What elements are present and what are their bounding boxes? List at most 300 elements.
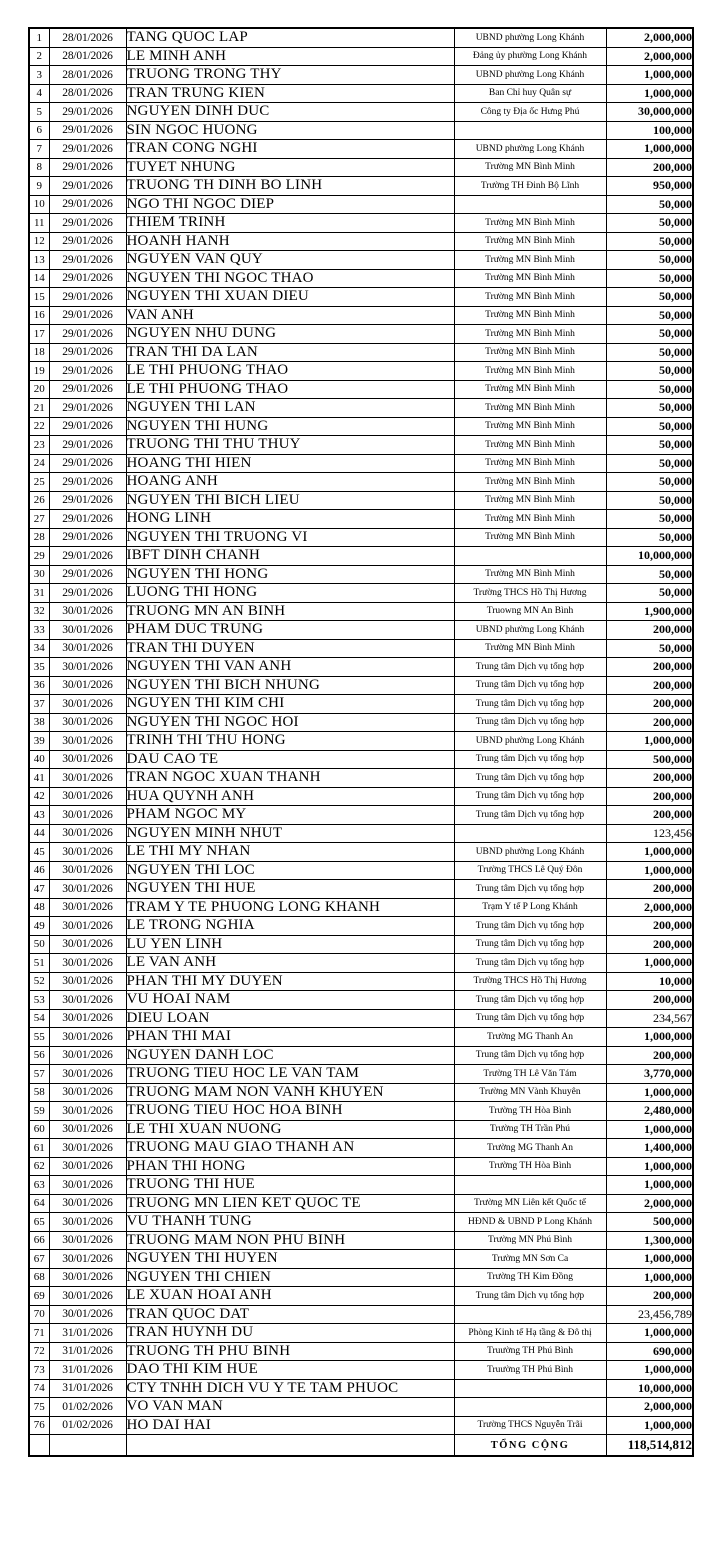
- org-cell: Trung tâm Dịch vụ tổng hợp: [454, 1046, 606, 1065]
- org-cell: Trường MG Thanh An: [454, 1139, 606, 1158]
- table-row: [29, 972, 693, 991]
- org-cell: [454, 195, 606, 214]
- table-row: [29, 454, 693, 473]
- table-row: [29, 436, 693, 455]
- date-cell: 30/01/2026: [49, 658, 126, 677]
- amount-cell: 50,000: [606, 306, 693, 325]
- org-cell: Trường TH Lê Văn Tám: [454, 1065, 606, 1084]
- row-number-cell: 22: [29, 417, 49, 436]
- org-cell: Trường MN Bình Minh: [454, 565, 606, 584]
- org-cell: HĐND & UBND P Long Khánh: [454, 1213, 606, 1232]
- org-cell: Trung tâm Dịch vụ tổng hợp: [454, 1287, 606, 1306]
- table-row: [29, 195, 693, 214]
- table-row: [29, 1231, 693, 1250]
- row-number-cell: 10: [29, 195, 49, 214]
- amount-cell: 1,000,000: [606, 66, 693, 85]
- name-cell: LE THI MY NHAN: [126, 843, 454, 862]
- row-number-cell: 31: [29, 584, 49, 603]
- name-cell: NGUYEN THI LOC: [126, 861, 454, 880]
- row-number-cell: 12: [29, 232, 49, 251]
- org-cell: Trường MN Bình Minh: [454, 251, 606, 270]
- table-row: [29, 1065, 693, 1084]
- row-number-cell: 72: [29, 1342, 49, 1361]
- date-cell: 29/01/2026: [49, 158, 126, 177]
- date-cell: 30/01/2026: [49, 1009, 126, 1028]
- date-cell: 29/01/2026: [49, 121, 126, 140]
- table-row: [29, 1342, 693, 1361]
- date-cell: 30/01/2026: [49, 1176, 126, 1195]
- amount-cell: 50,000: [606, 195, 693, 214]
- row-number-cell: 40: [29, 750, 49, 769]
- table-row: [29, 84, 693, 103]
- date-cell: 30/01/2026: [49, 843, 126, 862]
- amount-cell: 950,000: [606, 177, 693, 196]
- row-number-cell: 67: [29, 1250, 49, 1269]
- row-number-cell: 60: [29, 1120, 49, 1139]
- date-cell: 30/01/2026: [49, 621, 126, 640]
- date-cell: 30/01/2026: [49, 1287, 126, 1306]
- name-cell: TRUONG THI THU THUY: [126, 436, 454, 455]
- table-row: [29, 1398, 693, 1417]
- amount-cell: 10,000: [606, 972, 693, 991]
- org-cell: Trung tâm Dịch vụ tổng hợp: [454, 676, 606, 695]
- amount-cell: 1,300,000: [606, 1231, 693, 1250]
- org-cell: Trường MN Bình Minh: [454, 473, 606, 492]
- row-number-cell: 6: [29, 121, 49, 140]
- org-cell: UBND phường Long Khánh: [454, 140, 606, 159]
- table-row: [29, 491, 693, 510]
- org-cell: Trường MN Bình Minh: [454, 325, 606, 344]
- row-number-cell: 62: [29, 1157, 49, 1176]
- row-number-cell: 53: [29, 991, 49, 1010]
- amount-cell: 200,000: [606, 769, 693, 788]
- date-cell: 30/01/2026: [49, 1083, 126, 1102]
- date-cell: 29/01/2026: [49, 214, 126, 233]
- name-cell: TRUONG TIEU HOC HOA BINH: [126, 1102, 454, 1121]
- org-cell: [454, 1379, 606, 1398]
- total-amount: 118,514,812: [606, 1435, 693, 1457]
- name-cell: NGUYEN THI BICH LIEU: [126, 491, 454, 510]
- table-row: [29, 1416, 693, 1435]
- org-cell: Trường TH Kim Đồng: [454, 1268, 606, 1287]
- table-row: [29, 510, 693, 529]
- amount-cell: 200,000: [606, 991, 693, 1010]
- date-cell: 30/01/2026: [49, 1231, 126, 1250]
- row-number-cell: 13: [29, 251, 49, 270]
- org-cell: Trung tâm Dịch vụ tổng hợp: [454, 787, 606, 806]
- row-number-cell: 2: [29, 47, 49, 66]
- amount-cell: 23,456,789: [606, 1305, 693, 1324]
- table-row: [29, 824, 693, 843]
- date-cell: 29/01/2026: [49, 140, 126, 159]
- date-cell: 29/01/2026: [49, 288, 126, 307]
- amount-cell: 690,000: [606, 1342, 693, 1361]
- amount-cell: 1,000,000: [606, 1028, 693, 1047]
- amount-cell: 50,000: [606, 639, 693, 658]
- org-cell: Trường MN Vành Khuyên: [454, 1083, 606, 1102]
- donation-table: [28, 27, 694, 1457]
- name-cell: HOANG ANH: [126, 473, 454, 492]
- date-cell: 30/01/2026: [49, 880, 126, 899]
- table-row: [29, 750, 693, 769]
- table-row: [29, 1139, 693, 1158]
- date-cell: 30/01/2026: [49, 917, 126, 936]
- amount-cell: 50,000: [606, 491, 693, 510]
- row-number-cell: 46: [29, 861, 49, 880]
- table-row: [29, 1120, 693, 1139]
- table-row: [29, 343, 693, 362]
- name-cell: NGUYEN THI BICH NHUNG: [126, 676, 454, 695]
- row-number-cell: 50: [29, 935, 49, 954]
- name-cell: NGUYEN THI HUYEN: [126, 1250, 454, 1269]
- date-cell: 30/01/2026: [49, 732, 126, 751]
- amount-cell: 100,000: [606, 121, 693, 140]
- table-row: [29, 1028, 693, 1047]
- date-cell: 29/01/2026: [49, 103, 126, 122]
- row-number-cell: 8: [29, 158, 49, 177]
- amount-cell: 1,000,000: [606, 140, 693, 159]
- name-cell: HONG LINH: [126, 510, 454, 529]
- name-cell: TRUONG TH PHU BINH: [126, 1342, 454, 1361]
- name-cell: TRAN CONG NGHI: [126, 140, 454, 159]
- total-label: TỔNG CỘNG: [454, 1435, 606, 1457]
- name-cell: TRUONG MN LIEN KET QUOC TE: [126, 1194, 454, 1213]
- org-cell: Trường MN Bình Minh: [454, 454, 606, 473]
- amount-cell: 3,770,000: [606, 1065, 693, 1084]
- name-cell: NGUYEN THI NGOC THAO: [126, 269, 454, 288]
- row-number-cell: 20: [29, 380, 49, 399]
- org-cell: Truường TH Phú Bình: [454, 1342, 606, 1361]
- org-cell: Trường MN Bình Minh: [454, 343, 606, 362]
- table-row: [29, 565, 693, 584]
- row-number-cell: 44: [29, 824, 49, 843]
- date-cell: 30/01/2026: [49, 1028, 126, 1047]
- org-cell: Trạm Y tế P Long Khánh: [454, 898, 606, 917]
- amount-cell: 500,000: [606, 1213, 693, 1232]
- row-number-cell: 32: [29, 602, 49, 621]
- name-cell: LE THI PHUONG THAO: [126, 362, 454, 381]
- name-cell: VO VAN MAN: [126, 1398, 454, 1417]
- row-number-cell: 30: [29, 565, 49, 584]
- name-cell: HOANH HANH: [126, 232, 454, 251]
- amount-cell: 50,000: [606, 473, 693, 492]
- org-cell: Trường MN Bình Minh: [454, 510, 606, 529]
- org-cell: [454, 1305, 606, 1324]
- name-cell: NGUYEN THI TRUONG VI: [126, 528, 454, 547]
- name-cell: VU THANH TUNG: [126, 1213, 454, 1232]
- name-cell: TRAN HUYNH DU: [126, 1324, 454, 1343]
- row-number-cell: 38: [29, 713, 49, 732]
- org-cell: Trường MN Bình Minh: [454, 214, 606, 233]
- row-number-cell: 16: [29, 306, 49, 325]
- table-row: [29, 1361, 693, 1380]
- table-row: [29, 787, 693, 806]
- amount-cell: 1,000,000: [606, 1250, 693, 1269]
- name-cell: PHAM DUC TRUNG: [126, 621, 454, 640]
- amount-cell: 1,000,000: [606, 1157, 693, 1176]
- name-cell: NGUYEN THI KIM CHI: [126, 695, 454, 714]
- name-cell: TRUONG TH DINH BO LINH: [126, 177, 454, 196]
- amount-cell: 30,000,000: [606, 103, 693, 122]
- row-number-cell: 37: [29, 695, 49, 714]
- org-cell: Trung tâm Dịch vụ tổng hợp: [454, 695, 606, 714]
- org-cell: [454, 1398, 606, 1417]
- org-cell: Trường TH Hòa Bình: [454, 1157, 606, 1176]
- amount-cell: 200,000: [606, 658, 693, 677]
- org-cell: Trường MN Bình Minh: [454, 306, 606, 325]
- org-cell: Trường MN Bình Minh: [454, 288, 606, 307]
- date-cell: 29/01/2026: [49, 269, 126, 288]
- org-cell: [454, 1176, 606, 1195]
- row-number-cell: 52: [29, 972, 49, 991]
- amount-cell: 50,000: [606, 510, 693, 529]
- org-cell: Trường TH Trần Phú: [454, 1120, 606, 1139]
- amount-cell: 50,000: [606, 214, 693, 233]
- amount-cell: 1,000,000: [606, 1176, 693, 1195]
- date-cell: 29/01/2026: [49, 232, 126, 251]
- org-cell: UBND phường Long Khánh: [454, 621, 606, 640]
- org-cell: Trường MN Bình Minh: [454, 158, 606, 177]
- table-row: [29, 269, 693, 288]
- date-cell: 30/01/2026: [49, 1268, 126, 1287]
- date-cell: 29/01/2026: [49, 565, 126, 584]
- table-row: [29, 602, 693, 621]
- amount-cell: 1,000,000: [606, 861, 693, 880]
- table-row: [29, 121, 693, 140]
- row-number-cell: 5: [29, 103, 49, 122]
- amount-cell: 200,000: [606, 621, 693, 640]
- date-cell: 29/01/2026: [49, 399, 126, 418]
- row-number-cell: 68: [29, 1268, 49, 1287]
- name-cell: LUONG THI HONG: [126, 584, 454, 603]
- row-number-cell: 73: [29, 1361, 49, 1380]
- name-cell: DIEU LOAN: [126, 1009, 454, 1028]
- table-row: [29, 177, 693, 196]
- table-row: [29, 1046, 693, 1065]
- table-row: [29, 843, 693, 862]
- amount-cell: 50,000: [606, 399, 693, 418]
- row-number-cell: 76: [29, 1416, 49, 1435]
- table-row: [29, 898, 693, 917]
- row-number-cell: 71: [29, 1324, 49, 1343]
- date-cell: 28/01/2026: [49, 84, 126, 103]
- name-cell: HOANG THI HIEN: [126, 454, 454, 473]
- name-cell: DAU CAO TE: [126, 750, 454, 769]
- amount-cell: 1,000,000: [606, 843, 693, 862]
- table-row: [29, 584, 693, 603]
- org-cell: Trung tâm Dịch vụ tổng hợp: [454, 991, 606, 1010]
- row-number-cell: 11: [29, 214, 49, 233]
- date-cell: 29/01/2026: [49, 380, 126, 399]
- date-cell: 31/01/2026: [49, 1361, 126, 1380]
- amount-cell: 200,000: [606, 806, 693, 825]
- org-cell: Trường MN Bình Minh: [454, 491, 606, 510]
- date-cell: 31/01/2026: [49, 1324, 126, 1343]
- table-row: [29, 1102, 693, 1121]
- row-number-cell: 4: [29, 84, 49, 103]
- amount-cell: 200,000: [606, 935, 693, 954]
- table-row: [29, 935, 693, 954]
- name-cell: TRINH THI THU HONG: [126, 732, 454, 751]
- row-number-cell: 9: [29, 177, 49, 196]
- name-cell: TRUONG THI HUE: [126, 1176, 454, 1195]
- table-row: [29, 880, 693, 899]
- name-cell: NGUYEN THI HUNG: [126, 417, 454, 436]
- row-number-cell: 64: [29, 1194, 49, 1213]
- date-cell: 30/01/2026: [49, 639, 126, 658]
- date-cell: 30/01/2026: [49, 1213, 126, 1232]
- date-cell: 30/01/2026: [49, 787, 126, 806]
- table-row: [29, 1083, 693, 1102]
- org-cell: Trường MG Thanh An: [454, 1028, 606, 1047]
- table-row: [29, 621, 693, 640]
- amount-cell: 1,000,000: [606, 84, 693, 103]
- name-cell: NGUYEN THI NGOC HOI: [126, 713, 454, 732]
- name-cell: CTY TNHH DICH VU Y TE TAM PHUOC: [126, 1379, 454, 1398]
- date-cell: 29/01/2026: [49, 473, 126, 492]
- date-cell: 29/01/2026: [49, 251, 126, 270]
- table-row: [29, 1287, 693, 1306]
- row-number-cell: 14: [29, 269, 49, 288]
- date-cell: 28/01/2026: [49, 66, 126, 85]
- name-cell: TRAN TRUNG KIEN: [126, 84, 454, 103]
- date-cell: 29/01/2026: [49, 343, 126, 362]
- amount-cell: 50,000: [606, 232, 693, 251]
- row-number-cell: 28: [29, 528, 49, 547]
- table-row: [29, 306, 693, 325]
- date-cell: 30/01/2026: [49, 1305, 126, 1324]
- amount-cell: 500,000: [606, 750, 693, 769]
- row-number-cell: 26: [29, 491, 49, 510]
- date-cell: 29/01/2026: [49, 177, 126, 196]
- org-cell: Đảng ủy phường Long Khánh: [454, 47, 606, 66]
- name-cell: TRAN THI DUYEN: [126, 639, 454, 658]
- name-cell: NGUYEN DANH LOC: [126, 1046, 454, 1065]
- row-number-cell: 7: [29, 140, 49, 159]
- table-row: [29, 806, 693, 825]
- row-number-cell: 33: [29, 621, 49, 640]
- name-cell: TRUONG TIEU HOC LE VAN TAM: [126, 1065, 454, 1084]
- amount-cell: 1,000,000: [606, 1083, 693, 1102]
- org-cell: Trung tâm Dịch vụ tổng hợp: [454, 880, 606, 899]
- org-cell: Trường TH Hòa Bình: [454, 1102, 606, 1121]
- row-number-cell: 41: [29, 769, 49, 788]
- table-row: [29, 639, 693, 658]
- org-cell: Trường MN Phú Bình: [454, 1231, 606, 1250]
- date-cell: 30/01/2026: [49, 1120, 126, 1139]
- amount-cell: 1,000,000: [606, 954, 693, 973]
- org-cell: Trung tâm Dịch vụ tổng hợp: [454, 769, 606, 788]
- amount-cell: 200,000: [606, 880, 693, 899]
- org-cell: Trường MN Bình Minh: [454, 399, 606, 418]
- org-cell: Trường TH Đinh Bộ Lĩnh: [454, 177, 606, 196]
- date-cell: 30/01/2026: [49, 935, 126, 954]
- amount-cell: 50,000: [606, 417, 693, 436]
- org-cell: Trường MN Bình Minh: [454, 528, 606, 547]
- name-cell: TANG QUOC LAP: [126, 28, 454, 47]
- name-cell: TRAN QUOC DAT: [126, 1305, 454, 1324]
- table-row: [29, 658, 693, 677]
- name-cell: NGUYEN THI HONG: [126, 565, 454, 584]
- row-number-cell: 43: [29, 806, 49, 825]
- row-number-cell: 29: [29, 547, 49, 566]
- row-number-cell: 19: [29, 362, 49, 381]
- amount-cell: 10,000,000: [606, 1379, 693, 1398]
- row-number-cell: 65: [29, 1213, 49, 1232]
- date-cell: 31/01/2026: [49, 1342, 126, 1361]
- amount-cell: 50,000: [606, 454, 693, 473]
- name-cell: HUA QUYNH ANH: [126, 787, 454, 806]
- row-number-cell: 15: [29, 288, 49, 307]
- org-cell: Truường TH Phú Bình: [454, 1361, 606, 1380]
- org-cell: Trường MN Bình Minh: [454, 232, 606, 251]
- row-number-cell: 18: [29, 343, 49, 362]
- org-cell: [454, 547, 606, 566]
- date-cell: 29/01/2026: [49, 195, 126, 214]
- row-number-cell: 42: [29, 787, 49, 806]
- table-row: [29, 1009, 693, 1028]
- row-number-cell: 54: [29, 1009, 49, 1028]
- org-cell: Trung tâm Dịch vụ tổng hợp: [454, 935, 606, 954]
- name-cell: NGUYEN DINH DUC: [126, 103, 454, 122]
- org-cell: Trường MN Bình Minh: [454, 362, 606, 381]
- amount-cell: 2,000,000: [606, 47, 693, 66]
- date-cell: 29/01/2026: [49, 584, 126, 603]
- date-cell: 29/01/2026: [49, 454, 126, 473]
- table-row: [29, 1176, 693, 1195]
- table-row: [29, 380, 693, 399]
- table-row: [29, 232, 693, 251]
- row-number-cell: 23: [29, 436, 49, 455]
- row-number-cell: 35: [29, 658, 49, 677]
- org-cell: Trung tâm Dịch vụ tổng hợp: [454, 1009, 606, 1028]
- row-number-cell: 39: [29, 732, 49, 751]
- date-cell: 30/01/2026: [49, 1065, 126, 1084]
- org-cell: Trung tâm Dịch vụ tổng hợp: [454, 713, 606, 732]
- date-cell: 30/01/2026: [49, 824, 126, 843]
- amount-cell: 2,000,000: [606, 1194, 693, 1213]
- row-number-cell: 59: [29, 1102, 49, 1121]
- name-cell: NGUYEN MINH NHUT: [126, 824, 454, 843]
- table-row: [29, 140, 693, 159]
- date-cell: 29/01/2026: [49, 325, 126, 344]
- amount-cell: 1,000,000: [606, 1416, 693, 1435]
- row-number-cell: 61: [29, 1139, 49, 1158]
- org-cell: UBND phường Long Khánh: [454, 66, 606, 85]
- name-cell: TRAN THI DA LAN: [126, 343, 454, 362]
- date-cell: 29/01/2026: [49, 306, 126, 325]
- org-cell: Trường MN Bình Minh: [454, 417, 606, 436]
- name-cell: NGUYEN THI HUE: [126, 880, 454, 899]
- row-number-cell: 74: [29, 1379, 49, 1398]
- org-cell: UBND phường Long Khánh: [454, 843, 606, 862]
- table-row: [29, 214, 693, 233]
- table-row: [29, 991, 693, 1010]
- row-number-cell: 21: [29, 399, 49, 418]
- table-row: [29, 917, 693, 936]
- name-cell: NGUYEN NHU DUNG: [126, 325, 454, 344]
- table-row: [29, 1379, 693, 1398]
- name-cell: TRUONG MAM NON VANH KHUYEN: [126, 1083, 454, 1102]
- amount-cell: 2,000,000: [606, 28, 693, 47]
- name-cell: NGO THI NGOC DIEP: [126, 195, 454, 214]
- org-cell: Trường MN Bình Minh: [454, 269, 606, 288]
- date-cell: 30/01/2026: [49, 1194, 126, 1213]
- amount-cell: 200,000: [606, 787, 693, 806]
- date-cell: 01/02/2026: [49, 1398, 126, 1417]
- amount-cell: 50,000: [606, 380, 693, 399]
- date-cell: 30/01/2026: [49, 861, 126, 880]
